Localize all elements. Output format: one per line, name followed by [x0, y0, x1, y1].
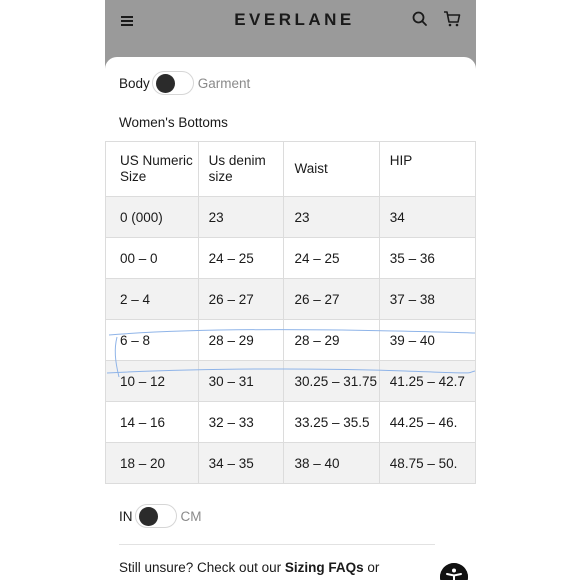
table-cell: 41.25 – 42.7 [379, 361, 475, 402]
table-cell: 23 [284, 197, 379, 238]
garment-option-label[interactable]: Garment [197, 75, 251, 91]
help-text-prefix: Still unsure? Check out our [119, 560, 285, 575]
table-cell: 10 – 12 [106, 361, 199, 402]
table-header-row [106, 142, 476, 197]
help-text-suffix: or [363, 560, 380, 575]
table-row [106, 279, 476, 320]
table-row [106, 361, 476, 402]
unit-toggle [119, 503, 202, 529]
table-row [106, 443, 476, 484]
table-cell: 2 – 4 [106, 279, 199, 320]
table-row [106, 320, 476, 361]
table-cell: 18 – 20 [106, 443, 199, 484]
size-table [105, 141, 476, 484]
table-cell: 35 – 36 [379, 238, 475, 279]
table-cell: 26 – 27 [284, 279, 379, 320]
phone-screen [105, 0, 476, 580]
body-garment-toggle [119, 70, 250, 96]
table-cell: 30.25 – 31.75 [284, 361, 379, 402]
table-cell: 32 – 33 [198, 402, 284, 443]
size-table-scroll[interactable] [105, 141, 476, 486]
table-cell: 6 – 8 [106, 320, 199, 361]
body-garment-switch[interactable] [152, 71, 194, 95]
table-cell: 24 – 25 [284, 238, 379, 279]
table-row [106, 197, 476, 238]
size-guide-sheet [105, 57, 476, 580]
table-cell: 28 – 29 [198, 320, 284, 361]
sizing-help-text [119, 560, 379, 575]
brand-logo[interactable]: EVERLANE [234, 10, 355, 29]
table-cell: 24 – 25 [198, 238, 284, 279]
table-cell: 23 [198, 197, 284, 238]
table-cell: 34 [379, 197, 475, 238]
table-cell: 26 – 27 [198, 279, 284, 320]
site-header [105, 0, 476, 56]
accessibility-icon[interactable] [440, 563, 468, 580]
column-header-us-numeric-size: US Numeric Size [106, 142, 199, 197]
unit-switch[interactable] [135, 504, 177, 528]
table-row [106, 402, 476, 443]
table-cell: 39 – 40 [379, 320, 475, 361]
cart-icon[interactable] [443, 10, 461, 28]
cm-option-label[interactable]: CM [180, 508, 202, 524]
body-option-label[interactable]: Body [119, 75, 150, 91]
divider [119, 544, 435, 545]
column-header-us-denim-size: Us denim size [198, 142, 284, 197]
switch-knob [139, 507, 158, 526]
table-cell: 0 (000) [106, 197, 199, 238]
table-cell: 28 – 29 [284, 320, 379, 361]
search-icon[interactable] [411, 10, 429, 28]
section-title: Women's Bottoms [119, 115, 228, 130]
table-cell: 37 – 38 [379, 279, 475, 320]
column-header-waist: Waist [284, 142, 379, 197]
table-cell: 38 – 40 [284, 443, 379, 484]
table-cell: 30 – 31 [198, 361, 284, 402]
switch-knob [156, 74, 175, 93]
table-cell: 34 – 35 [198, 443, 284, 484]
inches-option-label[interactable]: IN [119, 508, 133, 524]
table-cell: 00 – 0 [106, 238, 199, 279]
sizing-faqs-link[interactable]: Sizing FAQs [284, 560, 364, 575]
column-header-hip: HIP [379, 142, 475, 197]
table-cell: 33.25 – 35.5 [284, 402, 379, 443]
table-cell: 44.25 – 46. [379, 402, 475, 443]
table-cell: 48.75 – 50. [379, 443, 475, 484]
table-cell: 14 – 16 [106, 402, 199, 443]
table-row [106, 238, 476, 279]
